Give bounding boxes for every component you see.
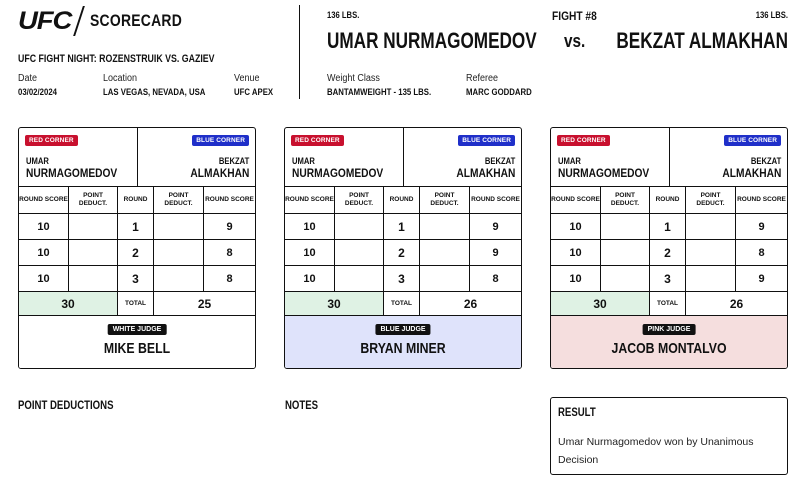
blue-last-name: ALMAKHAN: [722, 166, 781, 180]
blue-round-score: 9: [226, 220, 233, 233]
blue-corner-badge: BLUE CORNER: [192, 135, 249, 146]
red-round-score: 10: [285, 214, 335, 239]
round-score-header: ROUND SCORE: [737, 196, 786, 203]
weight-class-label: Weight Class: [327, 73, 380, 84]
venue-value: UFC APEX: [234, 87, 274, 98]
logo-divider: [74, 6, 86, 36]
red-corner-badge: RED CORNER: [25, 135, 78, 146]
total-label: TOTAL: [384, 292, 420, 315]
blue-fighter-name: BEKZAT ALMAKHAN: [616, 28, 788, 53]
ufc-logo: [18, 6, 203, 36]
round-number: 3: [650, 266, 686, 291]
ufc-wordmark: UFC: [18, 6, 72, 35]
weight-class-value: BANTAMWEIGHT - 135 LBS.: [327, 87, 432, 98]
blue-first-name: BEKZAT: [218, 156, 249, 166]
blue-total-score: 26: [463, 296, 478, 311]
fight-number: FIGHT #8: [552, 9, 597, 23]
round-header: ROUND: [650, 187, 686, 213]
red-corner-fighter: [558, 155, 649, 179]
blue-round-score: 9: [492, 220, 499, 233]
judge-badge: WHITE JUDGE: [108, 324, 167, 335]
score-header-row: [551, 187, 787, 214]
round-row: [19, 240, 255, 266]
versus-label: vs.: [564, 31, 586, 51]
corner-divider: [669, 128, 670, 187]
result-box: [550, 397, 788, 475]
judge-name: JACOB MONTALVO: [611, 340, 727, 357]
judge-name: BRYAN MINER: [360, 340, 446, 357]
round-row: [551, 266, 787, 292]
round-number: 1: [118, 214, 154, 239]
total-label: TOTAL: [650, 292, 686, 315]
red-round-score: 10: [285, 240, 335, 265]
red-point-deduction: [335, 240, 384, 265]
round-number: 3: [384, 266, 420, 291]
judge-badge: BLUE JUDGE: [375, 324, 430, 335]
point-deduct-header: POINT DEDUCT.: [69, 187, 118, 213]
score-header-row: [19, 187, 255, 214]
red-round-score: 10: [551, 214, 601, 239]
corner-header: [19, 128, 255, 187]
point-deduct-header: POINT DEDUCT.: [154, 187, 204, 213]
blue-corner-fighter: [456, 155, 515, 179]
judge-name: MIKE BELL: [103, 340, 171, 357]
location-info: [103, 73, 228, 98]
red-round-score: 10: [285, 266, 335, 291]
round-score-header: ROUND SCORE: [19, 187, 69, 213]
blue-corner-badge: BLUE CORNER: [724, 135, 781, 146]
date-info: [18, 73, 66, 98]
round-row: [19, 266, 255, 292]
round-number: 2: [384, 240, 420, 265]
venue-info: [234, 73, 282, 98]
blue-corner-badge: BLUE CORNER: [458, 135, 515, 146]
blue-point-deduction: [420, 266, 470, 291]
referee-info: [466, 73, 546, 98]
date-value: 03/02/2024: [18, 87, 57, 98]
red-fighter-weight: 136 LBS.: [327, 10, 360, 20]
red-point-deduction: [69, 266, 118, 291]
blue-round-score: 8: [226, 246, 233, 259]
judge-scorecard: [18, 127, 256, 369]
blue-corner-fighter: [190, 155, 249, 179]
judge-badge: PINK JUDGE: [643, 324, 696, 335]
red-last-name: NURMAGOMEDOV: [26, 166, 118, 180]
corner-header: [285, 128, 521, 187]
total-row: [19, 292, 255, 316]
red-round-score: 10: [551, 240, 601, 265]
scorecard-title: SCORECARD: [90, 11, 183, 30]
point-deduct-header: POINT DEDUCT.: [601, 187, 650, 213]
blue-round-score: 9: [492, 246, 499, 259]
location-label: Location: [103, 73, 138, 84]
weight-class-info: [327, 73, 454, 98]
judge-scorecard: [550, 127, 788, 369]
round-header: ROUND: [384, 187, 420, 213]
blue-point-deduction: [686, 266, 736, 291]
blue-fighter-weight: 136 LBS.: [755, 10, 788, 20]
red-corner-badge: RED CORNER: [557, 135, 610, 146]
corner-divider: [137, 128, 138, 187]
red-corner-fighter: [26, 155, 117, 179]
corner-header: [551, 128, 787, 187]
judge-area: [285, 316, 521, 369]
blue-point-deduction: [154, 214, 204, 239]
corner-divider: [403, 128, 404, 187]
result-heading: RESULT: [558, 405, 596, 419]
red-round-score: 10: [551, 266, 601, 291]
date-label: Date: [18, 73, 38, 84]
blue-point-deduction: [154, 266, 204, 291]
judge-scorecard: [284, 127, 522, 369]
red-total-score: 30: [285, 292, 384, 315]
round-score-header: ROUND SCORE: [285, 187, 335, 213]
round-score-header: ROUND SCORE: [551, 187, 601, 213]
round-score-header: ROUND SCORE: [471, 196, 520, 203]
red-point-deduction: [69, 214, 118, 239]
blue-round-score: 9: [758, 272, 765, 285]
red-fighter-name: UMAR NURMAGOMEDOV: [327, 28, 537, 53]
point-deduct-header: POINT DEDUCT.: [335, 187, 384, 213]
round-row: [285, 266, 521, 292]
round-row: [285, 214, 521, 240]
round-row: [551, 214, 787, 240]
referee-value: MARC GODDARD: [466, 87, 532, 98]
judge-area: [19, 316, 255, 369]
total-label: TOTAL: [118, 292, 154, 315]
point-deductions-heading: POINT DEDUCTIONS: [18, 398, 114, 412]
round-score-header: ROUND SCORE: [205, 196, 254, 203]
point-deduct-header: POINT DEDUCT.: [420, 187, 470, 213]
blue-round-score: 8: [492, 272, 499, 285]
red-point-deduction: [601, 240, 650, 265]
point-deduct-header: POINT DEDUCT.: [686, 187, 736, 213]
red-last-name: NURMAGOMEDOV: [292, 166, 384, 180]
round-number: 1: [650, 214, 686, 239]
round-number: 2: [118, 240, 154, 265]
result-text: Umar Nurmagomedov won by Unanimous Decision: [558, 436, 754, 466]
red-total-score: 30: [19, 292, 118, 315]
blue-point-deduction: [154, 240, 204, 265]
notes-heading: NOTES: [285, 398, 319, 412]
red-round-score: 10: [19, 214, 69, 239]
red-round-score: 10: [19, 266, 69, 291]
round-row: [285, 240, 521, 266]
red-first-name: UMAR: [558, 156, 581, 166]
blue-round-score: 8: [226, 272, 233, 285]
blue-point-deduction: [686, 214, 736, 239]
blue-round-score: 8: [758, 246, 765, 259]
red-corner-fighter: [292, 155, 383, 179]
referee-label: Referee: [466, 73, 499, 84]
blue-point-deduction: [420, 240, 470, 265]
blue-first-name: BEKZAT: [484, 156, 515, 166]
red-round-score: 10: [19, 240, 69, 265]
score-header-row: [285, 187, 521, 214]
red-first-name: UMAR: [292, 156, 315, 166]
blue-corner-fighter: [722, 155, 781, 179]
round-row: [19, 214, 255, 240]
red-first-name: UMAR: [26, 156, 49, 166]
red-point-deduction: [335, 214, 384, 239]
blue-last-name: ALMAKHAN: [456, 166, 515, 180]
total-row: [551, 292, 787, 316]
blue-first-name: BEKZAT: [750, 156, 781, 166]
round-header: ROUND: [118, 187, 154, 213]
red-point-deduction: [69, 240, 118, 265]
blue-last-name: ALMAKHAN: [190, 166, 249, 180]
event-title: UFC FIGHT NIGHT: ROZENSTRUIK VS. GAZIEV: [18, 53, 215, 65]
blue-point-deduction: [686, 240, 736, 265]
round-number: 1: [384, 214, 420, 239]
blue-round-score: 9: [758, 220, 765, 233]
red-corner-badge: RED CORNER: [291, 135, 344, 146]
red-point-deduction: [601, 214, 650, 239]
red-point-deduction: [335, 266, 384, 291]
blue-total-score: 25: [197, 296, 212, 311]
red-total-score: 30: [551, 292, 650, 315]
blue-point-deduction: [420, 214, 470, 239]
total-row: [285, 292, 521, 316]
judge-area: [551, 316, 787, 369]
round-row: [551, 240, 787, 266]
venue-label: Venue: [234, 73, 260, 84]
round-number: 3: [118, 266, 154, 291]
location-value: LAS VEGAS, NEVADA, USA: [103, 87, 206, 98]
red-last-name: NURMAGOMEDOV: [558, 166, 650, 180]
header-divider: [299, 5, 300, 99]
blue-total-score: 26: [729, 296, 744, 311]
red-point-deduction: [601, 266, 650, 291]
round-number: 2: [650, 240, 686, 265]
